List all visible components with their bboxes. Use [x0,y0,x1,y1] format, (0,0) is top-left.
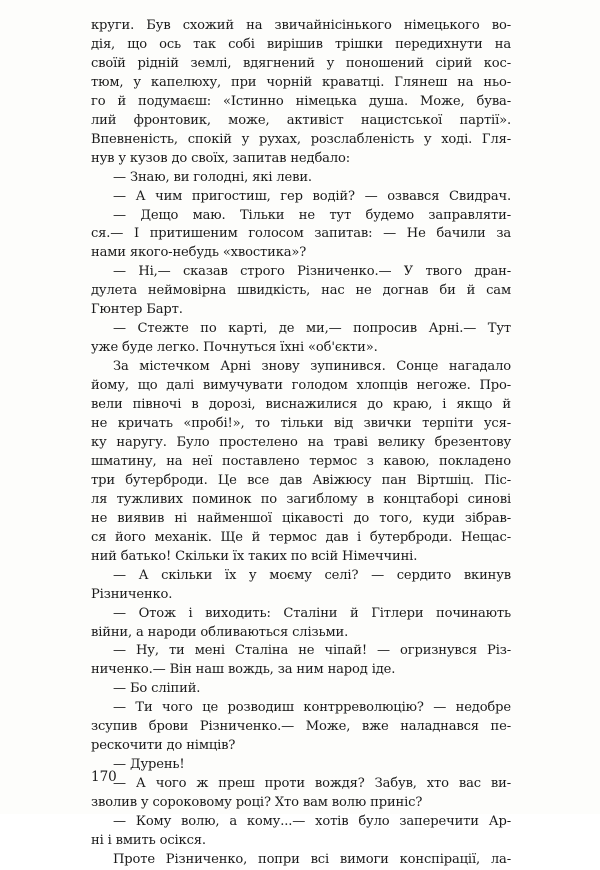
text-line: — Ти чого це розводиш контрреволюцію? — недобре [113,700,511,716]
text-line: ку наругу. Було простелено на траві велику брезентову [91,434,511,450]
text-line: рескочити до німців? [91,738,236,754]
text-line: Гюнтер Барт. [91,302,183,318]
text-line: ся.— І притишеним голосом запитав: — Не бачили за [91,226,511,242]
text-line: Різниченко. [91,586,173,602]
text-line: не кричать «пробі!», то тільки від звички терпіти уся- [91,416,511,432]
text-line: нами якого-небудь «хвостика»? [91,245,307,261]
text-line: Впевненість, спокій у рухах, розслабленість у ході. Гля- [91,131,511,147]
text-line: — Ні,— сказав строго Різниченко.— У твого дран- [113,264,511,280]
text-line: дулета неймовірна швидкість, нас не догнав би й сам [91,283,511,299]
text-line: — А чого ж преш проти вождя? Забув, хто вас ви- [113,776,511,792]
text-line: — Отож і виходить: Сталіни й Гітлери починають [113,605,511,621]
text-line: Проте Різниченко, попри всі вимоги конспірації, ла- [113,851,511,867]
text-line: не виявив ні найменшої цікавості до того, куди зібрав- [91,510,511,526]
text-line: — Дурень! [113,757,185,773]
text-line: ниченко.— Він наш вождь, за ним народ іде. [91,662,396,678]
text-line: нув у кузов до своїх, запитав недбало: [91,150,350,166]
text-line: — А чим пригостиш, гер водій? — озвався Свидрач. [113,188,511,204]
page-number: 170 [91,769,117,785]
text-line: уже буде легко. Почнуться їхні «об'єкти». [91,340,378,356]
text-line: тюм, у капелюху, при чорній краватці. Глянеш на ньо- [91,74,511,90]
text-line: дія, що ось так собі вирішив трішки передихнути на [91,36,511,52]
text-line: йому, що далі вимучувати голодом хлопців негоже. Про- [91,378,511,394]
text-line: зсупив брови Різниченко.— Може, вже наладнався пе- [91,719,511,735]
text-line: — Дещо маю. Тільки не тут будемо заправляти- [113,207,511,223]
text-line: лий фронтовик, може, активіст нацистської партії». [91,112,511,128]
text-line: круги. Був схожий на звичайнісінького німецького во- [91,18,511,33]
text-line: війни, а народи обливаються слізьми. [91,624,349,640]
text-line: три бутерброди. Це все дав Авіжюсу пан Віртшіц. Піс- [91,472,511,488]
text-line: — А скільки їх у моєму селі? — сердито вкинув [113,567,511,583]
text-line: ля тужливих поминок по загиблому в концтаборі синові [91,491,511,507]
text-line: — Ну, ти мені Сталіна не чіпай! — огризнувся Різ- [113,643,511,659]
text-line: вели півночі в дорозі, виснажилися до краю, і якщо й [91,397,511,413]
text-line: — Кому волю, а кому...— хотів було заперечити Ар- [113,814,511,830]
text-line: ний батько! Скільки їх таких по всій Німеччині. [91,548,418,564]
text-line: — Бо сліпий. [113,681,201,697]
text-line: ся його механік. Ще й термос дав і бутерброди. Нещас- [91,529,511,545]
text-line: го й подумаєш: «Істинно німецька душа. Може, бува- [91,93,511,109]
text-line: своїй рідній землі, вдягнений у поношений сірий кос- [91,55,511,71]
text-line: За містечком Арні знову зупинився. Сонце нагадало [113,359,511,375]
text-line: зволив у сороковому році? Хто вам волю приніс? [91,795,423,811]
text-line: — Стежте по карті, де ми,— попросив Арні.— Тут [113,321,511,337]
text-line: шматину, на неї поставлено термос з кавою, покладено [91,453,511,469]
page-body-text [91,17,511,870]
text-line: ні і вмить осікся. [91,832,206,848]
text-line: — Знаю, ви голодні, які леви. [113,169,312,185]
